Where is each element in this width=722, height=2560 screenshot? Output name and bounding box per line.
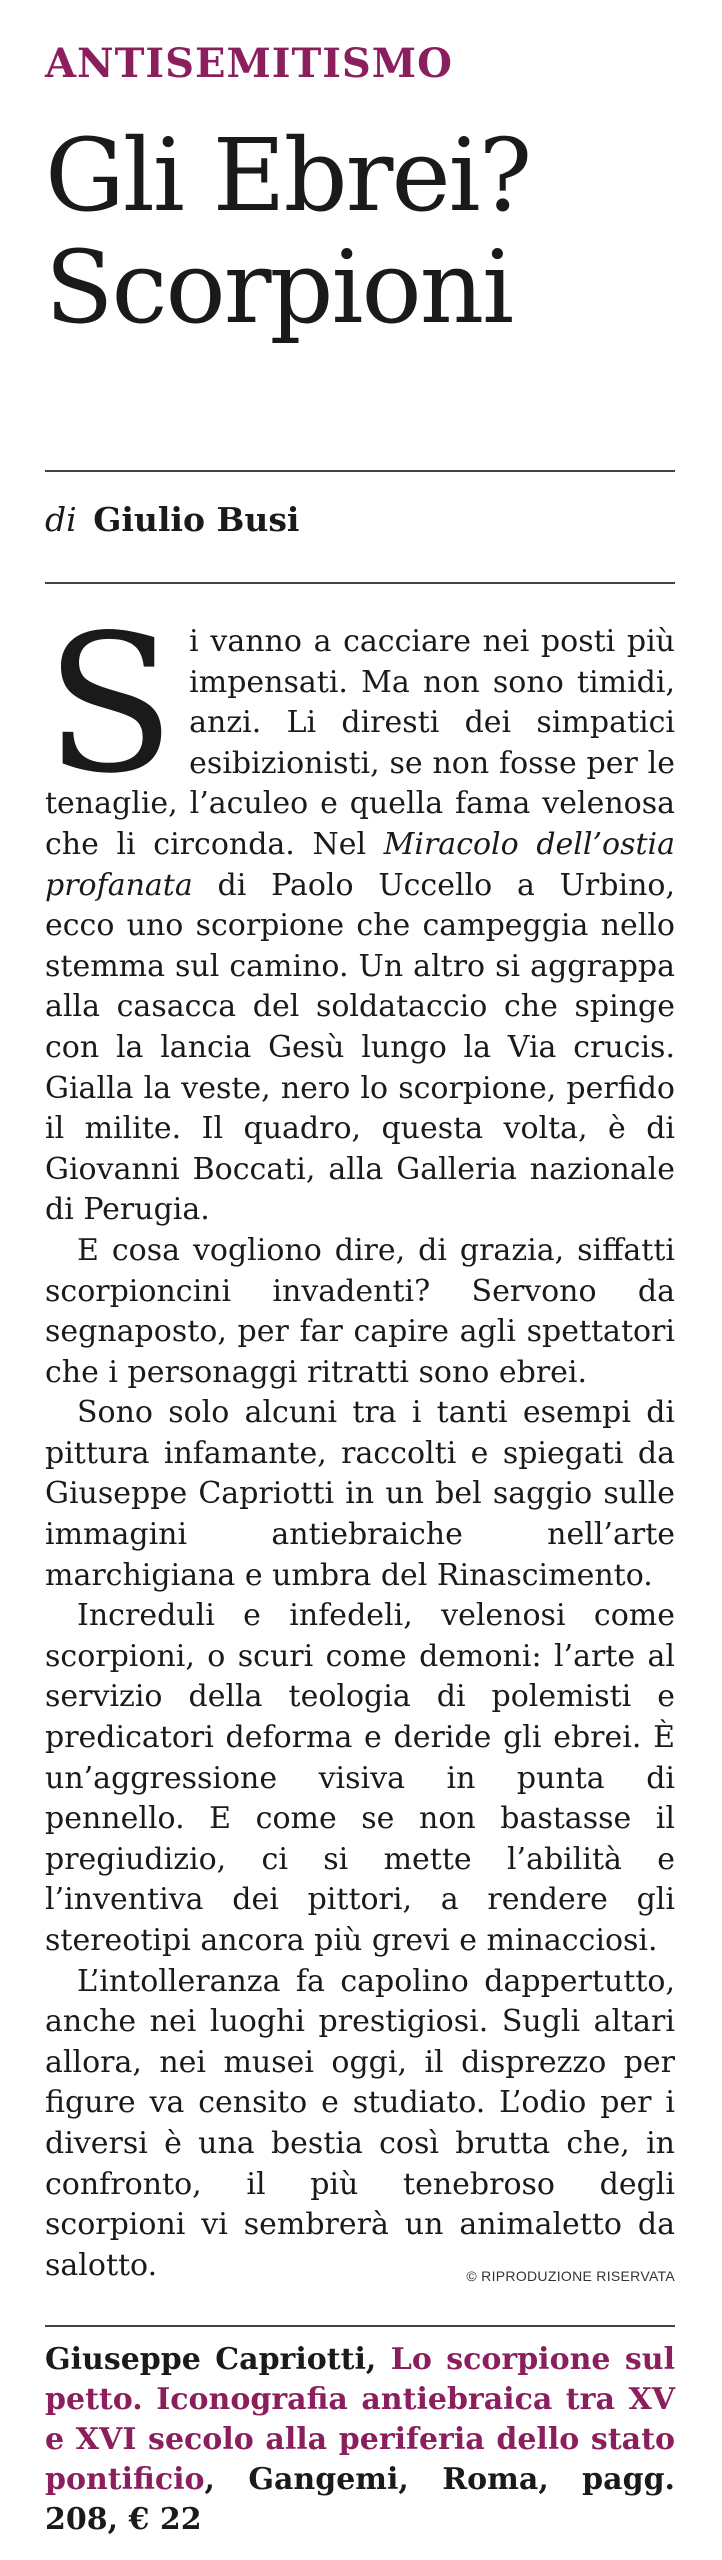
headline: Gli Ebrei? Scorpioni <box>45 117 531 346</box>
byline-author: Giulio Busi <box>93 500 300 539</box>
divider-footer <box>45 2325 675 2327</box>
drop-cap: S <box>45 594 176 815</box>
section-label: ANTISEMITISMO <box>45 40 453 87</box>
paragraph-1-text-b: di Paolo Uccello a Urbino, ecco uno scorpione che campeggia nello stemma sul camino. Un altro si aggrappa alla casacca del soldataccio che spinge con la lancia Gesù lungo la Via crucis. Gialla la veste, nero lo scorpione, perfido il milite. Il quadro, questa volta, è di Giovanni Boccati, alla Galleria nazionale di Perugia. <box>45 867 675 1228</box>
book-reference <box>45 2340 675 2540</box>
paragraph-3: Sono solo alcuni tra i tanti esempi di pittura infamante, raccolti e spiegati da Giuseppe Capriotti in un bel saggio sulle immagini antiebraiche nell’arte marchigiana e umbra del Rinascimento. <box>45 1395 675 1593</box>
book-title: Lo scorpione sul petto. Iconografia antiebraica tra XV e XVI secolo alla periferia dello stato pontificio <box>45 2342 675 2497</box>
artwork-title: Miracolo dell’ostia profanata <box>45 826 675 903</box>
paragraph-2: E cosa vogliono dire, di grazia, siffatti scorpioncini invadenti? Servono da segnaposto, per far capire agli spettatori che i personaggi ritratti sono ebrei. <box>45 1232 675 1390</box>
paragraph-1-text-a: i vanno a cacciare nei posti più impensati. Ma non sono timidi, anzi. Li diresti dei simpatici esibizionisti, se non fosse per le tenaglie, l’aculeo e quella fama velenosa che li circonda. Nel <box>45 624 675 862</box>
article-body <box>45 594 675 2286</box>
copyright-notice: © RIPRODUZIONE RISERVATA <box>466 2268 675 2284</box>
book-details: , Gangemi, Roma, pagg. 208, € 22 <box>45 2462 675 2537</box>
paragraph-4: Increduli e infedeli, velenosi come scorpioni, o scuri come demoni: l’arte al servizio della teologia di polemisti e predicatori deforma e deride gli ebrei. È un’aggressione visiva in punta di pennello. E come se non bastasse il pregiudizio, ci si mette l’abilità e l’inventiva dei pittori, a rendere gli stereotipi ancora più grevi e minacciosi. <box>45 1598 675 1958</box>
byline <box>45 500 299 539</box>
divider-byline <box>45 582 675 584</box>
paragraph-5: L’intolleranza fa capolino dappertutto, anche nei luoghi prestigiosi. Sugli altari allora, nei musei oggi, il disprezzo per figure va censito e studiato. L’odio per i diversi è una bestia così brutta che, in confronto, il più tenebroso degli scorpioni vi sembrerà un animaletto da salotto. <box>45 1963 675 2283</box>
byline-prefix: di <box>45 500 77 539</box>
paragraph-1 <box>45 594 675 1231</box>
divider-top <box>45 470 675 472</box>
book-author: Giuseppe Capriotti, <box>45 2342 377 2377</box>
